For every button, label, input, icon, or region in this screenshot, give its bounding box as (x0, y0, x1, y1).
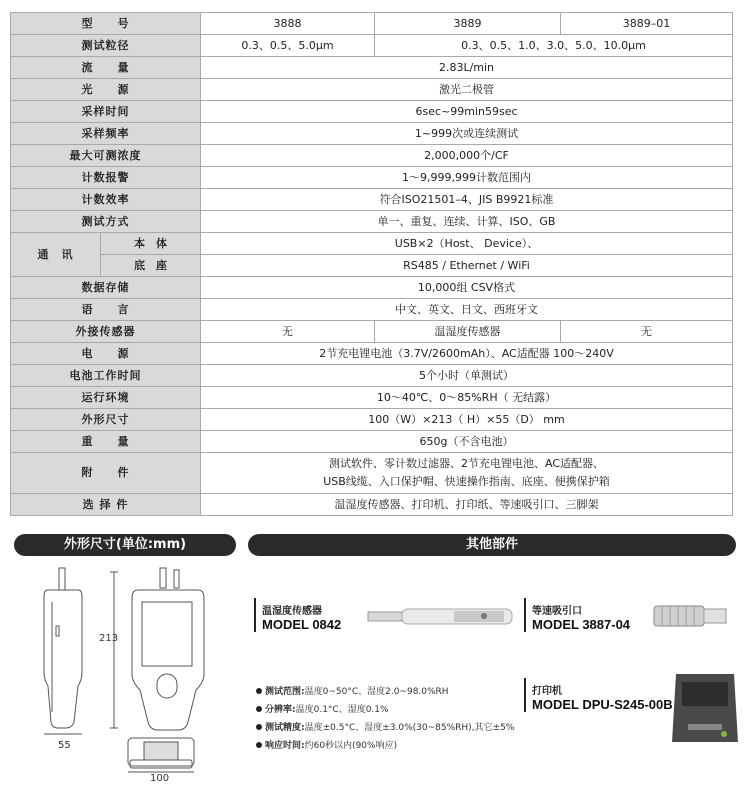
device-side-view (44, 568, 82, 728)
probe-model: MODEL 3887-04 (532, 617, 631, 632)
table-row (11, 321, 733, 343)
row-label: 语 言 (11, 299, 201, 321)
row-label: 采样时间 (11, 101, 201, 123)
part-divider (524, 678, 526, 712)
cell-value: 中文、英文、日文、西班牙文 (201, 299, 733, 321)
part-divider (524, 598, 526, 632)
table-row (11, 101, 733, 123)
cell-value: 100（W）×213（ H）×55（D） mm (201, 409, 733, 431)
sub-label: 本 体 (101, 233, 201, 255)
spec-table (10, 12, 733, 516)
row-label: 光 源 (11, 79, 201, 101)
sensor-name: 温湿度传感器 (262, 606, 322, 617)
row-label: 测试方式 (11, 211, 201, 233)
printer-image (668, 664, 742, 750)
table-row (11, 255, 733, 277)
cell-value: 1~999次或连续测试 (201, 123, 733, 145)
row-label: 运行环境 (11, 387, 201, 409)
row-label: 外形尺寸 (11, 409, 201, 431)
row-label: 型 号 (11, 13, 201, 35)
table-row (11, 57, 733, 79)
table-row (11, 189, 733, 211)
accessory-line: 测试软件、零计数过滤器、2节充电锂电池、AC适配器、 (328, 457, 604, 470)
cell-value: 2.83L/min (201, 57, 733, 79)
bullet-icon (256, 742, 262, 748)
row-label: 附 件 (11, 453, 201, 494)
table-row (11, 409, 733, 431)
device-front-view (132, 568, 204, 730)
cell-value: 0.3、0.5、5.0μm (201, 35, 375, 57)
table-row (11, 431, 733, 453)
cell-value: 0.3、0.5、1.0、3.0、5.0、10.0μm (375, 35, 733, 57)
bullet-icon (256, 706, 262, 712)
row-label: 选 择 件 (11, 494, 201, 516)
model-3888: 3888 (201, 13, 375, 35)
feature-item: 测试精度:温度±0.5°C、湿度±3.0%(30~85%RH),其它±5% (256, 720, 514, 733)
row-label: 通 讯 (11, 233, 101, 277)
cell-value: 1～9,999,999计数范围内 (201, 167, 733, 189)
cell-value: 5个小时（单测试） (201, 365, 733, 387)
table-row (11, 35, 733, 57)
row-label: 电池工作时间 (11, 365, 201, 387)
cell-value: 无 (561, 321, 733, 343)
cell-value: USB×2（Host、 Device）、 (201, 233, 733, 255)
cell-value: 10,000组 CSV格式 (201, 277, 733, 299)
humidity-sensor-image (364, 594, 524, 634)
device-dimension-drawing (20, 562, 230, 784)
table-row (11, 233, 733, 255)
isokinetic-probe-image (650, 596, 730, 636)
table-row (11, 387, 733, 409)
feature-item: 测试范围:温度0~50°C、湿度2.0~98.0%RH (256, 684, 449, 697)
height-dimension: 213 (99, 633, 119, 644)
cell-value: 650g（不含电池） (201, 431, 733, 453)
cell-value (201, 453, 733, 494)
table-row (11, 79, 733, 101)
bullet-icon (256, 688, 262, 694)
sub-label: 底 座 (101, 255, 201, 277)
dimensions-section-title: 外形尺寸(单位:mm) (14, 534, 236, 556)
device-base-view (128, 738, 194, 768)
table-row (11, 145, 733, 167)
feature-item: 响应时间:约60秒以内(90%响应) (256, 738, 397, 751)
cell-value: 6sec~99min59sec (201, 101, 733, 123)
table-row (11, 494, 733, 516)
row-label: 计数效率 (11, 189, 201, 211)
row-label: 采样频率 (11, 123, 201, 145)
width-dimension: 100 (150, 773, 170, 784)
parts-section-title: 其他部件 (248, 534, 736, 556)
table-row (11, 277, 733, 299)
table-row (11, 343, 733, 365)
cell-value: 激光二极管 (201, 79, 733, 101)
printer-name: 打印机 (532, 686, 562, 697)
table-row (11, 123, 733, 145)
cell-value: 温湿度传感器、打印机、打印纸、等速吸引口、三脚架 (201, 494, 733, 516)
cell-value: 温湿度传感器 (375, 321, 561, 343)
cell-value: 2节充电锂电池（3.7V/2600mAh）、AC适配器 100～240V (201, 343, 733, 365)
accessory-line: USB线缆、入口保护帽、快速操作指南、底座、便携保护箱 (323, 475, 610, 488)
table-row (11, 453, 733, 494)
row-label: 计数报警 (11, 167, 201, 189)
table-row (11, 167, 733, 189)
model-3889: 3889 (375, 13, 561, 35)
row-label: 重 量 (11, 431, 201, 453)
feature-item: 分辨率:温度0.1°C、湿度0.1% (256, 702, 389, 715)
table-row (11, 211, 733, 233)
part-divider (254, 598, 256, 632)
row-label: 最大可测浓度 (11, 145, 201, 167)
model-3889-01: 3889–01 (561, 13, 733, 35)
cell-value: RS485 / Ethernet / WiFi (201, 255, 733, 277)
cell-value: 无 (201, 321, 375, 343)
sensor-model: MODEL 0842 (262, 617, 342, 632)
row-label: 电 源 (11, 343, 201, 365)
row-label: 数据存储 (11, 277, 201, 299)
table-row (11, 13, 733, 35)
table-row (11, 365, 733, 387)
cell-value: 单一、重复、连续、计算、ISO、GB (201, 211, 733, 233)
bullet-icon (256, 724, 262, 730)
depth-dimension: 55 (58, 740, 71, 751)
table-row (11, 299, 733, 321)
cell-value: 符合ISO21501–4、JIS B9921标准 (201, 189, 733, 211)
cell-value: 2,000,000个/CF (201, 145, 733, 167)
row-label: 测试粒径 (11, 35, 201, 57)
cell-value: 10～40℃、0～85%RH（ 无结露） (201, 387, 733, 409)
row-label: 外接传感器 (11, 321, 201, 343)
probe-name: 等速吸引口 (532, 606, 582, 617)
row-label: 流 量 (11, 57, 201, 79)
printer-model: MODEL DPU-S245-00B (532, 697, 673, 712)
